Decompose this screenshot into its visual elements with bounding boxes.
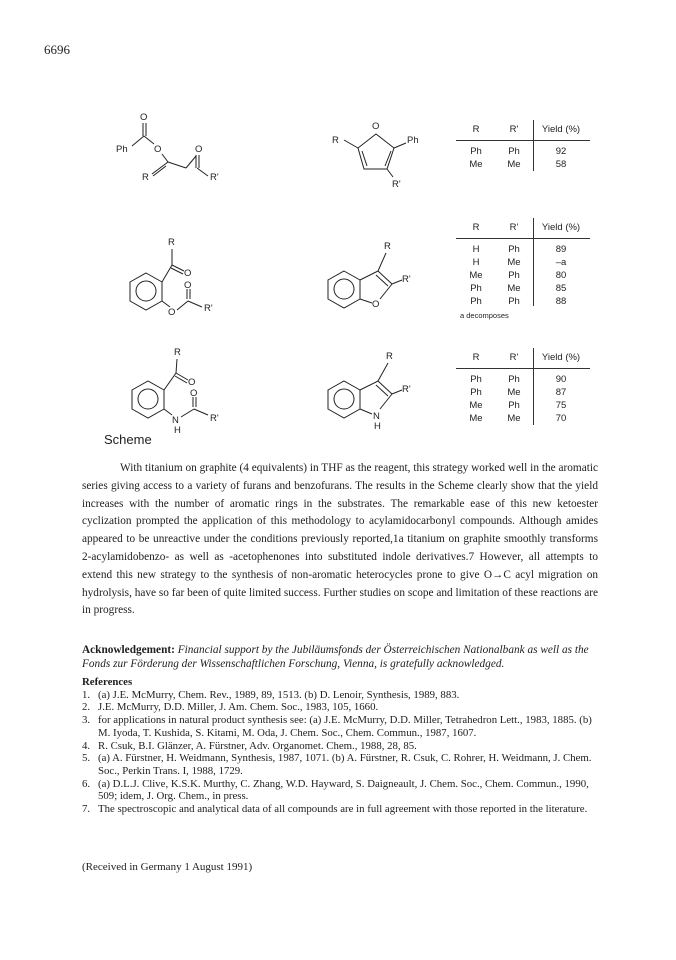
atom-n: N [172, 415, 179, 426]
table-row: H Me –a [472, 257, 567, 268]
table-row: Ph Me 85 [470, 283, 567, 294]
table-row: Ph Ph 88 [470, 296, 567, 307]
aryl-ester-structure [110, 235, 230, 325]
atom-r-prime: R' [210, 172, 219, 183]
atom-o: O [190, 388, 198, 399]
table-row: Me Me 70 [469, 413, 567, 424]
atom-o: O [195, 144, 203, 155]
table-row: Ph Me 87 [470, 387, 567, 398]
yield-table-indoles: R R' Yield (%) Ph Ph 90 Ph Me 87 Me Ph 75 Me Me 70 [456, 348, 590, 425]
atom-r-prime: R' [392, 179, 401, 190]
reference-item: 2. J.E. McMurry, D.D. Miller, J. Am. Chem. Soc., 1983, 105, 1660. [82, 701, 379, 714]
furan-structure [320, 115, 440, 190]
acknowledgement-title: Acknowledgement: [82, 644, 175, 656]
atom-o: O [184, 280, 192, 291]
table-row: Me Me 58 [469, 159, 567, 170]
atom-r: R [174, 347, 181, 358]
benzofuran-structure [318, 235, 438, 325]
table-row: Me Ph 80 [469, 270, 567, 281]
table-row: H Ph 89 [472, 244, 567, 255]
scheme-label: Scheme [104, 432, 152, 447]
reference-item: 1. (a) J.E. McMurry, Chem. Rev., 1989, 89, 1513. (b) D. Lenoir, Synthesis, 1989, 883. [82, 688, 460, 701]
table-footnote: a decomposes [460, 311, 509, 320]
atom-r: R [168, 237, 175, 248]
table-row: Me Ph 75 [469, 400, 567, 411]
atom-r: R [384, 241, 391, 252]
atom-r-prime: R' [204, 303, 213, 314]
yield-table-furans: R R' Yield (%) Ph Ph 92 Me Me 58 [456, 120, 590, 171]
references-title: References [82, 676, 133, 688]
acknowledgement-text: Financial support by the Jubiläumsfonds der Österreichischen Nationalbank as well as the Fonds zur Förderung der Wissenschaftlichen Forschung, Vienna, is gratefully acknowledged. [82, 644, 589, 670]
received-date: (Received in Germany 1 August 1991) [82, 861, 253, 873]
reference-item: 5. (a) A. Fürstner, H. Weidmann, Synthesis, 1987, 1071. (b) A. Fürstner, R. Csuk, C. Rohrer, H. Weidmann, J. Chem. Soc., Perkin Trans. I, 1988, 1729. [82, 752, 592, 777]
atom-o: O [154, 144, 162, 155]
atom-o: O [168, 307, 176, 318]
atom-o: O [372, 299, 380, 310]
page-number: 6696 [44, 42, 70, 57]
atom-h: H [374, 421, 381, 432]
atom-o: O [184, 268, 192, 279]
indole-structure [318, 345, 438, 435]
atom-r: R [142, 172, 149, 183]
atom-r: R [332, 135, 339, 146]
atom-o: O [188, 377, 196, 388]
atom-ph: Ph [407, 135, 419, 146]
table-row: Ph Ph 92 [470, 146, 567, 157]
atom-r-prime: R' [402, 274, 411, 285]
aryl-amide-structure [110, 345, 240, 435]
yield-table-benzofurans: R R' Yield (%) H Ph 89 H Me –a Me Ph 80 Ph Me 85 Ph Ph 88 a decomposes [456, 218, 590, 320]
reference-item: 4. R. Csuk, B.I. Glänzer, A. Fürstner, Adv. Organomet. Chem., 1988, 28, 85. [82, 739, 417, 752]
atom-o: O [140, 112, 148, 123]
references [82, 676, 602, 816]
atom-r: R [386, 351, 393, 362]
reference-item: 3. for applications in natural product synthesis see: (a) J.E. McMurry, D.D. Miller, Tetrahedron Lett., 1983, 1885. (b) M. Iyoda, T. Kushida, S. Kitami, M. Oda, J. Chem. Soc., Chem. Commun., 1987, 1607. [82, 714, 592, 739]
atom-o: O [372, 121, 380, 132]
acknowledgement [82, 643, 598, 671]
body-paragraph [82, 460, 598, 620]
reference-item: 6. (a) D.L.J. Clive, K.S.K. Murthy, C. Zhang, W.D. Hayward, S. Daigneault, J. Chem. Soc., Chem. Commun., 1990, 509; idem, J. Org. Chem., in press. [82, 777, 589, 803]
ketoester-structure-1 [110, 110, 230, 190]
atom-r-prime: R' [210, 413, 219, 424]
reference-item: 7. The spectroscopic and analytical data of all compounds are in full agreement with those reported in the literature. [82, 803, 588, 816]
table-row: Ph Ph 90 [470, 374, 567, 385]
body-paragraph-text: With titanium on graphite (4 equivalents) in THF as the reagent, this strategy worked well in the aromatic series giving access to a variety of furans and benzofurans. The results in the Scheme clearly show that the yield increases with the number of aromatic rings in the substrates. The remarkable ease of this new ketoester cyclization prompted the application of this methodology to acylamidocarbonyl compounds. Although amides appeared to be unreactive under the conditions previously reported,1a titanium on graphite smoothly transforms 2-acylamidobenzo- as well as -acetophenones into substituted indole derivatives.7 However, all attempts to extend this new strategy to the synthesis of non-aromatic heterocycles prone to give O→C acyl migration on hydrolysis, have so far been of quite limited success. Further studies on scope and limitation of these reactions are in progress. [82, 462, 598, 617]
atom-ph: Ph [116, 144, 128, 155]
atom-r-prime: R' [402, 384, 411, 395]
atom-n: N [373, 411, 380, 422]
atom-h: H [174, 425, 181, 436]
